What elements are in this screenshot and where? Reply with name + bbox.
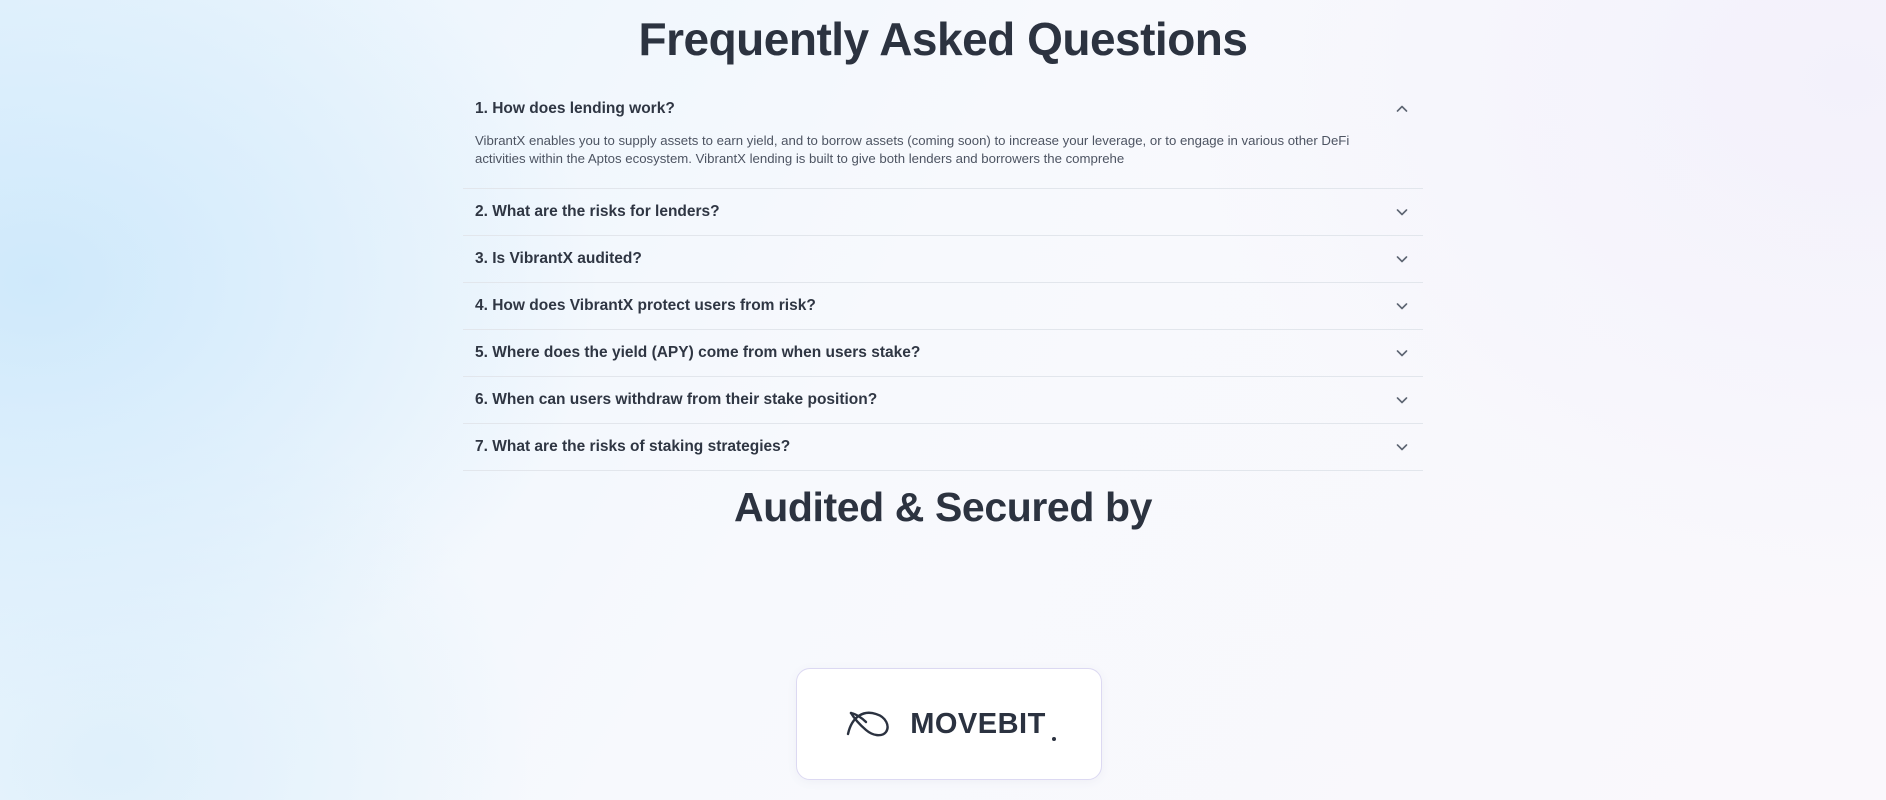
chevron-down-icon[interactable]	[1394, 439, 1410, 455]
faq-accordion	[463, 86, 1423, 471]
faq-question-toggle-6[interactable]	[463, 377, 1423, 423]
audited-section-title: Audited & Secured by	[733, 484, 1153, 530]
faq-question-label: 3. Is VibrantX audited?	[475, 249, 642, 267]
faq-question-label: 2. What are the risks for lenders?	[475, 202, 720, 220]
chevron-down-icon[interactable]	[1394, 251, 1410, 267]
faq-item	[463, 236, 1423, 283]
chevron-up-icon[interactable]	[1394, 101, 1410, 117]
faq-question-toggle-3[interactable]	[463, 236, 1423, 282]
audit-partner-name: MOVEBIT	[910, 707, 1046, 740]
faq-question-toggle-5[interactable]	[463, 330, 1423, 376]
faq-item	[463, 377, 1423, 424]
faq-question-toggle-4[interactable]	[463, 283, 1423, 329]
chevron-down-icon[interactable]	[1394, 392, 1410, 408]
movebit-logo-icon	[842, 704, 900, 744]
faq-item	[463, 86, 1423, 189]
logo-dot-icon	[1052, 737, 1056, 741]
faq-question-label: 7. What are the risks of staking strategies?	[475, 437, 791, 455]
chevron-down-icon[interactable]	[1394, 298, 1410, 314]
faq-question-toggle-2[interactable]	[463, 189, 1423, 235]
audit-partner-card[interactable]	[796, 668, 1102, 780]
chevron-down-icon[interactable]	[1394, 204, 1410, 220]
faq-question-label: 1. How does lending work?	[475, 100, 675, 117]
faq-question-label: 6. When can users withdraw from their stake position?	[475, 390, 878, 408]
faq-item	[463, 424, 1423, 471]
faq-question-label: 5. Where does the yield (APY) come from when users stake?	[475, 343, 921, 361]
faq-item	[463, 189, 1423, 236]
faq-item	[463, 283, 1423, 330]
faq-question-label: 4. How does VibrantX protect users from risk?	[475, 296, 816, 314]
faq-question-toggle-1[interactable]	[463, 86, 1423, 132]
faq-question-toggle-7[interactable]	[463, 424, 1423, 470]
faq-answer-text: VibrantX enables you to supply assets to earn yield, and to borrow assets (coming soon) to increase your leverage, or to engage in various other DeFi activities within the Aptos ecosystem. VibrantX lending is built to give both lenders and borrowers the comprehe	[475, 133, 1350, 166]
chevron-down-icon[interactable]	[1394, 345, 1410, 361]
faq-item	[463, 330, 1423, 377]
page-title: Frequently Asked Questions	[638, 13, 1248, 65]
